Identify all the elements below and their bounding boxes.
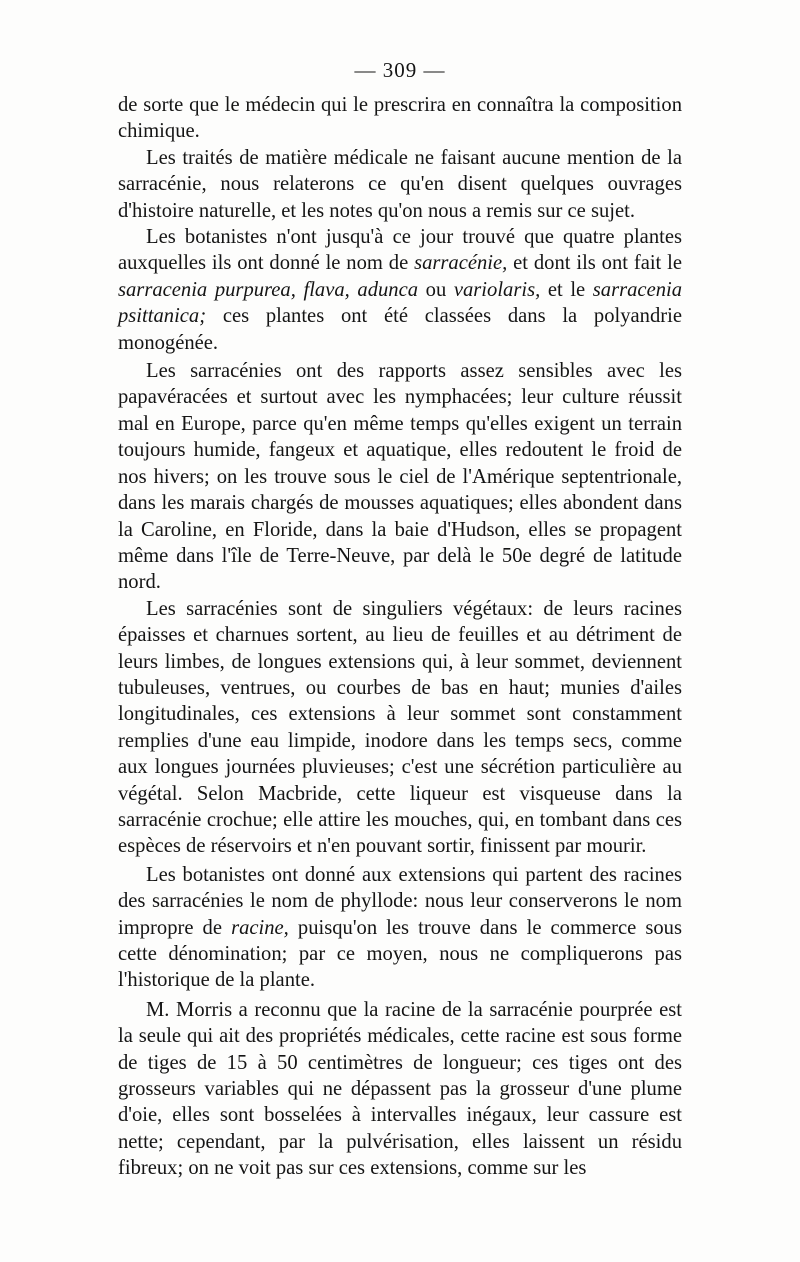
paragraph — [118, 92, 682, 145]
text-run: et dont ils ont fait le — [507, 252, 682, 275]
text-run: Les traités de matière médicale ne faisant aucune mention de la sarracénie, nous relaterons ce qu'en disent quelques ouvrages d'histoire naturelle, et les notes qu'on nous a remis sur ce sujet. — [118, 146, 682, 222]
paragraph — [118, 145, 682, 224]
text-run: ou — [418, 278, 454, 301]
paragraph — [118, 224, 682, 356]
body-text — [118, 92, 682, 1182]
italic-term: variolaris, — [453, 278, 541, 301]
text-run: Les botanistes ont donné aux extensions qui partent des racines des sarracénies le nom de phyllode: nous leur conserverons le nom impropre de — [118, 863, 682, 939]
text-run: M. Morris a reconnu que la racine de la sarracénie pourprée est la seule qui ait des propriétés médicales, cette racine est sous forme de tiges de 15 à 50 centimètres de longueur; ces tiges ont des grosseurs variables qui ne dépassent pas la grosseur d'une plume d'oie, elles sont bosselées à intervalles inégaux, leur cassure est nette; cependant, par la pulvérisation, elles laissent un résidu fibreux; on ne voit pas sur ces extensions, comme sur les — [118, 998, 682, 1180]
italic-term: sarracénie, — [414, 252, 508, 275]
text-run: Les sarracénies sont de singuliers végétaux: de leurs racines épaisses et charnues sortent, au lieu de feuilles et au détriment de leurs limbes, de longues extensions qui, à leur sommet, deviennent tubuleuses, ventrues, ou courbes de bas en haut; munies d'ailes longitudinales, ces extensions à leur sommet sont constamment remplies d'une eau limpide, inodore dans les temps secs, comme aux longues journées pluvieuses; c'est une sécrétion particulière au végétal. Selon Macbride, cette liqueur est visqueuse dans la sarracénie crochue; elle attire les mouches, qui, en tombant dans ces espèces de réservoirs et n'en pouvant sortir, finissent par mourir. — [118, 597, 682, 858]
text-run: de sorte que le médecin qui le prescrira en connaîtra la composition chimique. — [118, 94, 682, 143]
text-run: ces plantes ont été classées dans la polyandrie monogénée. — [118, 305, 682, 354]
paragraph — [118, 997, 682, 1182]
italic-term: racine, — [231, 916, 289, 939]
italic-term: sarracenia psittanica; — [118, 278, 683, 328]
paragraph — [118, 358, 682, 596]
paragraph — [118, 862, 682, 994]
text-run: Les sarracénies ont des rapports assez sensibles avec les papavéracées et surtout avec les nymphacées; leur culture réussit mal en Europe, parce qu'en même temps qu'elles exigent un terrain toujours humide, fangeux et aquatique, elles redoutent le froid de nos hivers; on les trouve sous le ciel de l'Amérique septentrionale, dans les marais chargés de mousses aquatiques; elles abondent dans la Caroline, en Floride, dans la baie d'Hudson, elles se propagent même dans l'île de Terre-Neuve, par delà le 50e degré de latitude nord. — [118, 360, 682, 594]
text-run: Les botanistes n'ont jusqu'à ce jour trouvé que quatre plantes auxquelles ils ont donné le nom de — [118, 226, 682, 275]
paragraph — [118, 596, 682, 860]
text-run: et le — [540, 278, 593, 301]
italic-term: sarracenia purpurea, flava, adunca — [118, 278, 419, 301]
page-number: — 309 — — [354, 58, 446, 82]
text-run: puisqu'on les trouve dans le commerce sous cette dénomination; par ce moyen, nous ne compliquerons pas l'historique de la plante. — [118, 916, 682, 992]
